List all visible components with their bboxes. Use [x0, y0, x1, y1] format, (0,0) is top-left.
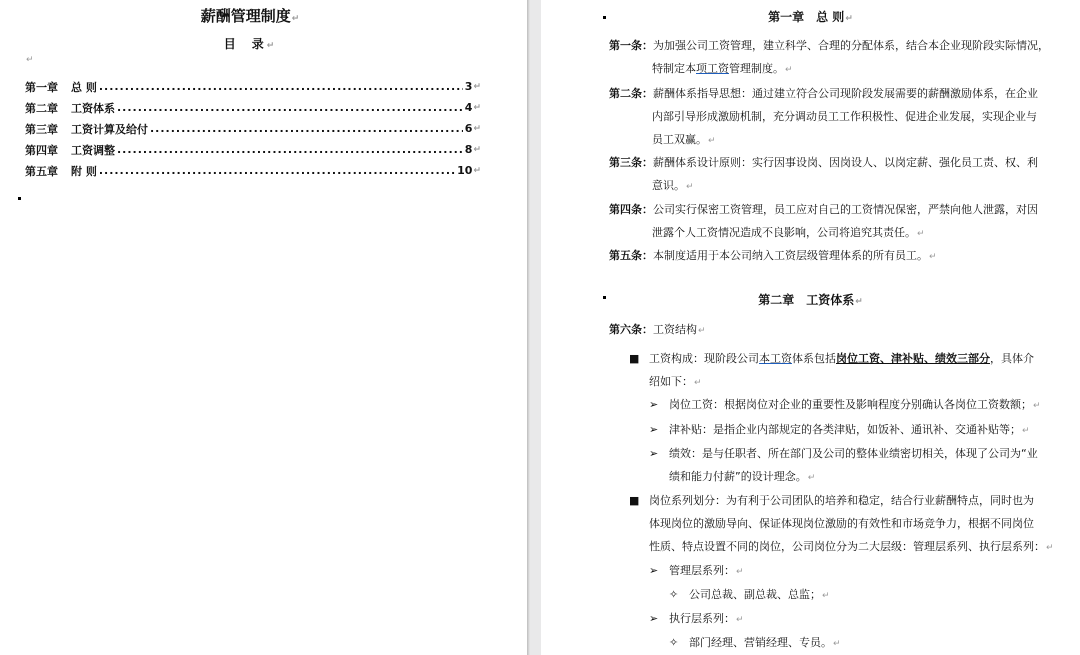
toc-page-number: 8 — [464, 143, 473, 156]
page-gap-shadow — [527, 0, 530, 655]
detail-execution-roles: ✧ 部门经理、营销经理、专员。↵ — [669, 631, 969, 655]
sub-bullet-management-series: ➢ 管理层系列：↵ — [649, 559, 949, 584]
sub-bullet-performance: ➢ 绩效：是与任职者、所在部门及公司的整体业绩密切相关，体现了公司为“业 绩和能力付薪”的设计理念。↵ — [649, 442, 1061, 490]
square-bullet-icon: ■ — [629, 352, 640, 365]
toc-chapter-number: 第一章 — [25, 80, 58, 94]
article-2: 第二条：薪酬体系指导思想：通过建立符合公司现阶段发展需要的薪酬激励体系，在企业 内部引导形成激励机制，充分调动员工工作积极性、促进企业发展，实现企业与 员工双赢。↵ — [609, 87, 1038, 146]
article-6: 第六条：工资结构↵ — [609, 323, 706, 336]
hidden-format-mark — [18, 197, 21, 200]
toc-heading: 目 录↵ — [223, 37, 277, 51]
document-page-left[interactable] — [0, 0, 527, 655]
toc-entry-chapter-2[interactable]: 第二章 工资体系 ..... 4 ↵ — [25, 97, 481, 118]
toc-chapter-title: 附 则 — [71, 164, 97, 178]
sub-bullet-allowance: ➢ 津补贴：是指企业内部规定的各类津贴，如饭补、通讯补、交通补贴等；↵ — [649, 418, 1069, 443]
arrow-bullet-icon: ➢ — [649, 447, 659, 460]
toc-page-number: 10 — [457, 164, 473, 177]
chapter-2-heading: 第二章 工资体系↵ — [758, 293, 863, 307]
toc-chapter-title: 工资体系 — [71, 101, 115, 115]
arrow-bullet-icon: ➢ — [649, 423, 659, 436]
toc-chapter-title: 工资计算及给付 — [71, 122, 148, 136]
table-of-contents — [25, 76, 481, 181]
sub-bullet-position-salary: ➢ 岗位工资：根据岗位对企业的重要性及影响程度分别确认各岗位工资数额；↵ — [649, 393, 1069, 418]
toc-chapter-number: 第二章 — [25, 101, 58, 115]
toc-chapter-number: 第四章 — [25, 143, 58, 157]
toc-entry-chapter-3[interactable]: 第三章 工资计算及给付 ..... 6 ↵ — [25, 118, 481, 139]
toc-dot-leader — [99, 164, 455, 177]
diamond-bullet-icon: ✧ — [669, 588, 679, 601]
arrow-bullet-icon: ➢ — [649, 398, 659, 411]
toc-page-number: 6 — [464, 122, 473, 135]
document-page-right[interactable] — [541, 0, 1080, 655]
toc-chapter-title: 总 则 — [71, 80, 97, 94]
article-1: 第一条：为加强公司工资管理，建立科学、合理的分配体系，结合本企业现阶段实际情况， 特制定本项工资管理制度。↵ — [609, 39, 1049, 75]
toc-entry-chapter-1[interactable]: 第一章 总 则 ..... 3 ↵ — [25, 76, 481, 97]
empty-paragraph-mark: ↵ — [26, 55, 34, 65]
detail-management-roles: ✧ 公司总裁、副总裁、总监；↵ — [669, 583, 969, 608]
bullet-position-series: ■ 岗位系列划分：为有利于公司团队的培养和稳定，结合行业薪酬特点，同时也为 体现岗位的激励导向、保证体现岗位激励的有效性和市场竞争力，根据不同岗位 性质、特点设置不同的岗位，公司岗位分为二大层级：管理层系列、执行层系列：↵ — [629, 489, 1061, 560]
toc-dot-leader — [99, 80, 463, 93]
document-title: 薪酬管理制度↵ — [200, 7, 300, 25]
arrow-bullet-icon: ➢ — [649, 564, 659, 577]
toc-chapter-title: 工资调整 — [71, 143, 115, 157]
article-4: 第四条：公司实行保密工资管理，员工应对自己的工资情况保密，严禁向他人泄露，对因 泄露个人工资情况造成不良影响，公司将追究其责任。↵ — [609, 203, 1038, 239]
bullet-salary-composition: ■ 工资构成：现阶段公司本工资体系包括岗位工资、津补贴、绩效三部分，具体介 绍如下：↵ — [629, 347, 1061, 395]
toc-dot-leader — [117, 101, 463, 114]
toc-page-number: 3 — [464, 80, 473, 93]
toc-dot-leader — [117, 143, 463, 156]
toc-entry-chapter-4[interactable]: 第四章 工资调整 ..... 8 ↵ — [25, 139, 481, 160]
toc-entry-chapter-5[interactable]: 第五章 附 则 ..... 10 ↵ — [25, 160, 481, 181]
article-3: 第三条：薪酬体系设计原则：实行因事设岗、因岗设人、以岗定薪、强化员工责、权、利 意识。↵ — [609, 156, 1038, 192]
toc-dot-leader — [150, 122, 463, 135]
chapter-1-heading: 第一章 总 则↵ — [768, 10, 853, 24]
arrow-bullet-icon: ➢ — [649, 612, 659, 625]
sub-bullet-execution-series: ➢ 执行层系列：↵ — [649, 607, 949, 632]
article-5: 第五条：本制度适用于本公司纳入工资层级管理体系的所有员工。↵ — [609, 249, 937, 262]
toc-page-number: 4 — [464, 101, 473, 114]
toc-chapter-number: 第五章 — [25, 164, 58, 178]
diamond-bullet-icon: ✧ — [669, 636, 679, 649]
square-bullet-icon: ■ — [629, 494, 640, 507]
toc-chapter-number: 第三章 — [25, 122, 58, 136]
